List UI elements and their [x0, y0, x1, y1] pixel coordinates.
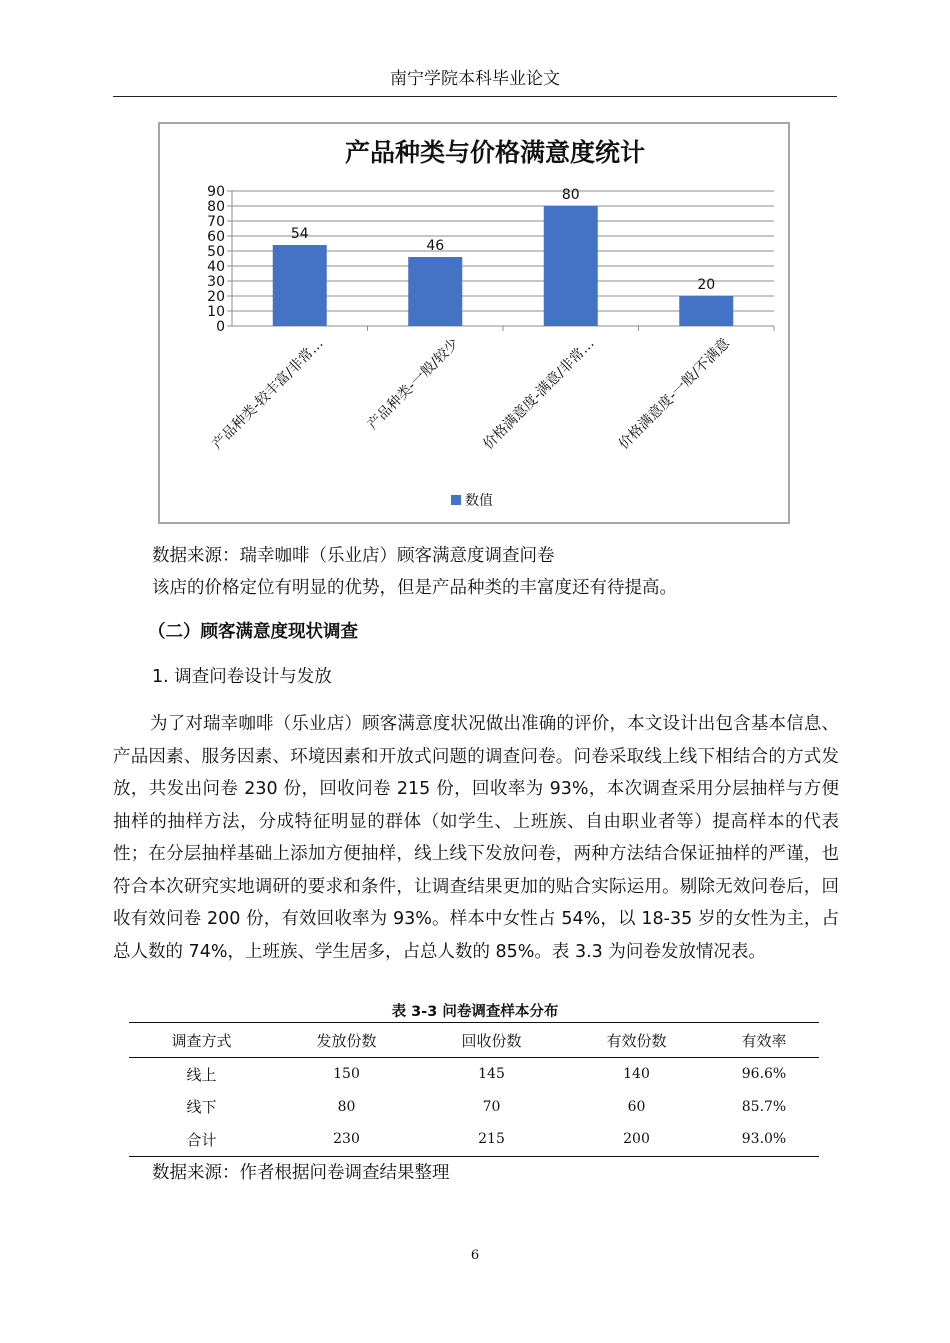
table-row: [129, 1091, 819, 1124]
data-label: 20: [697, 277, 716, 293]
table-header-cell: 调查方式: [129, 1023, 274, 1058]
y-tick-label: 30: [207, 274, 225, 290]
table-header-cell: 发放份数: [274, 1023, 419, 1058]
y-tick-label: 40: [207, 259, 225, 275]
table-cell: 200: [564, 1123, 709, 1156]
y-tick-label: 80: [207, 199, 225, 215]
data-label: 46: [426, 238, 445, 254]
table-cell: 85.7%: [741, 1098, 787, 1115]
y-tick-label: 0: [216, 319, 225, 335]
table-cell: 96.6%: [741, 1066, 787, 1083]
legend-swatch: [451, 495, 461, 505]
y-tick-label: 60: [207, 229, 225, 245]
chart-source: 数据来源：瑞幸咖啡（乐业店）顾客满意度调查问卷: [152, 546, 555, 566]
y-tick-label: 90: [207, 184, 225, 200]
paragraph-text: 为了对瑞幸咖啡（乐业店）顾客满意度状况做出准确的评价，本文设计出包含基本信息、产品因素、服务因素、环境因素和开放式问题的调查问卷。问卷采取线上线下相结合的方式发放，共发出问卷 230 份，回收问卷 215 份，回收率为 93%，本次调查采用分层抽样与方便抽样的抽样方法，分成特征明显的群体（如学生、上班族、自由职业者等）提高样本的代表性；在分层抽样基础上添加方便抽样，线上线下发放问卷，两种方法结合保证抽样的严谨，也符合本次研究实地调研的要求和条件，让调查结果更加的贴合实际运用。剔除无效问卷后，回收有效问卷 200 份，有效回收率为 93%。样本中女性占 54%，以 18-35 岁的女性为主，占总人数的 74%，上班族、学生居多，占总人数的 85%。表 3.3 为问卷发放情况表。: [113, 714, 839, 962]
data-label: 54: [290, 226, 309, 242]
bar: [544, 206, 598, 326]
chart-canvas: [160, 124, 788, 522]
table-cell: 70: [482, 1098, 501, 1115]
y-tick-label: 10: [207, 304, 225, 320]
category-label: 价格满意度-一般/不满意: [615, 335, 734, 453]
table-header-row: [129, 1023, 819, 1058]
sample-table: [129, 1022, 819, 1157]
table-row: [129, 1123, 819, 1156]
page-header: 南宁学院本科毕业论文: [390, 69, 560, 89]
category-label: 产品种类-一般/较少: [364, 335, 463, 433]
table-cell: 60: [627, 1098, 646, 1115]
section-heading: （二）顾客满意度现状调查: [148, 622, 358, 642]
table-cell: 140: [623, 1066, 650, 1083]
table-cell: 线上: [186, 1065, 217, 1084]
bar: [679, 296, 733, 326]
table-header-cell: 有效率: [709, 1023, 819, 1058]
bar-chart: [158, 122, 790, 524]
table-row: [129, 1058, 819, 1091]
table-cell: 合计: [129, 1123, 274, 1156]
category-label: 产品种类-较丰富/非常…: [209, 335, 327, 453]
data-label: 80: [561, 187, 580, 203]
table-cell: 93.0%: [709, 1123, 819, 1156]
header-rule: [113, 96, 837, 97]
table-cell: 150: [333, 1066, 360, 1083]
page-number: 6: [470, 1248, 480, 1263]
table-cell: 145: [478, 1066, 505, 1083]
bar: [408, 257, 462, 326]
table-cell: 80: [337, 1098, 356, 1115]
body-paragraph: [113, 708, 839, 968]
table-cell: 线下: [186, 1098, 217, 1117]
chart-title: 产品种类与价格满意度统计: [344, 138, 646, 167]
table-header-cell: 回收份数: [419, 1023, 564, 1058]
table-source: 数据来源：作者根据问卷调查结果整理: [152, 1163, 450, 1183]
table-cell: 215: [419, 1123, 564, 1156]
table-header-cell: 有效份数: [564, 1023, 709, 1058]
y-tick-label: 20: [207, 289, 225, 305]
table-caption: 表 3-3 问卷调查样本分布: [391, 1004, 559, 1020]
y-tick-label: 70: [207, 214, 225, 230]
chart-note: 该店的价格定位有明显的优势，但是产品种类的丰富度还有待提高。: [152, 578, 677, 598]
bar: [273, 245, 327, 326]
legend-label: 数值: [465, 493, 493, 509]
subsection-heading: 1. 调查问卷设计与发放: [152, 667, 332, 687]
table-cell: 230: [274, 1123, 419, 1156]
y-tick-label: 50: [207, 244, 225, 260]
category-label: 价格满意度-满意/非常…: [480, 335, 598, 453]
